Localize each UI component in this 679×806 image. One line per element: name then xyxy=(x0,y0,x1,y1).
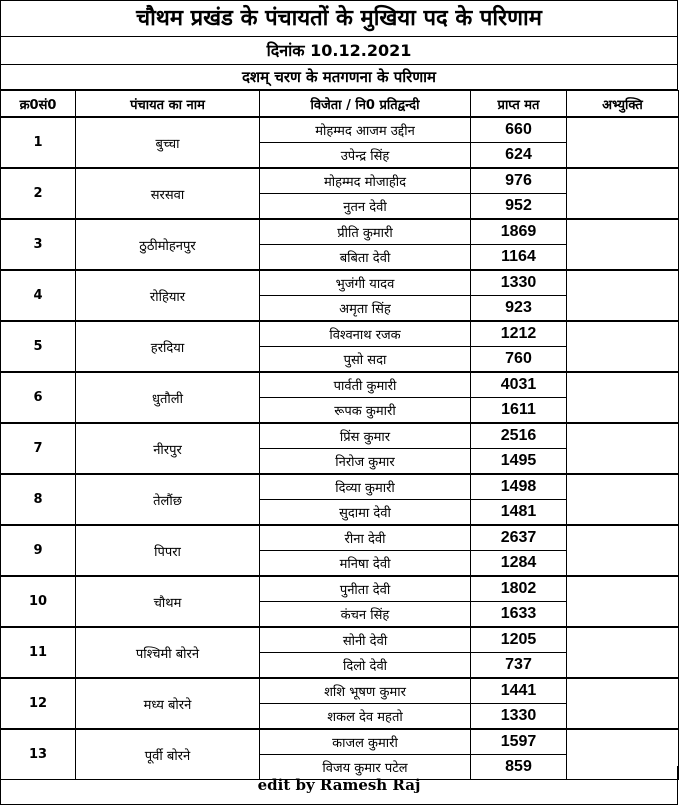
winner-name-cell: रीना देवी xyxy=(260,525,471,551)
remarks-cell xyxy=(567,168,679,219)
winner-votes-cell: 660 xyxy=(471,117,567,143)
winner-name-cell: भुजंगी यादव xyxy=(260,270,471,296)
runner-up-votes-cell: 952 xyxy=(471,194,567,220)
runner-up-votes-cell: 923 xyxy=(471,296,567,322)
table-row xyxy=(1,168,679,194)
runner-up-votes-cell: 1633 xyxy=(471,602,567,628)
runner-up-votes-cell: 1481 xyxy=(471,500,567,526)
remarks-cell xyxy=(567,372,679,423)
table-row xyxy=(1,321,679,347)
runner-up-name-cell: दिलो देवी xyxy=(260,653,471,679)
footer-credit: edit by Ramesh Raj xyxy=(0,766,678,805)
winner-name-cell: मोहम्मद मोजाहीद xyxy=(260,168,471,194)
winner-name-cell: मोहम्मद आजम उद्दीन xyxy=(260,117,471,143)
panchayat-name-cell: नीरपुर xyxy=(76,423,260,474)
page-title: चौथम प्रखंड के पंचायतों के मुखिया पद के परिणाम xyxy=(0,0,678,36)
panchayat-name-cell: पिपरा xyxy=(76,525,260,576)
winner-name-cell: विश्वनाथ रजक xyxy=(260,321,471,347)
header-serial: क्र0सं0 xyxy=(1,91,76,118)
table-row xyxy=(1,219,679,245)
runner-up-name-cell: निरोज कुमार xyxy=(260,449,471,475)
winner-name-cell: प्रिंस कुमार xyxy=(260,423,471,449)
winner-votes-cell: 1597 xyxy=(471,729,567,755)
serial-cell: 9 xyxy=(1,525,76,576)
runner-up-votes-cell: 737 xyxy=(471,653,567,679)
header-remarks: अभ्युक्ति xyxy=(567,91,679,118)
table-row xyxy=(1,627,679,653)
header-votes: प्राप्त मत xyxy=(471,91,567,118)
header-row xyxy=(1,91,679,118)
runner-up-name-cell: नुतन देवी xyxy=(260,194,471,220)
winner-name-cell: पुनीता देवी xyxy=(260,576,471,602)
runner-up-votes-cell: 624 xyxy=(471,143,567,169)
winner-name-cell: प्रीति कुमारी xyxy=(260,219,471,245)
winner-votes-cell: 2516 xyxy=(471,423,567,449)
panchayat-name-cell: धुतौली xyxy=(76,372,260,423)
remarks-cell xyxy=(567,423,679,474)
table-row xyxy=(1,729,679,755)
panchayat-name-cell: हरदिया xyxy=(76,321,260,372)
date-line: दिनांक 10.12.2021 xyxy=(0,36,678,64)
runner-up-name-cell: कंचन सिंह xyxy=(260,602,471,628)
serial-cell: 4 xyxy=(1,270,76,321)
table-row xyxy=(1,423,679,449)
runner-up-votes-cell: 1611 xyxy=(471,398,567,424)
winner-name-cell: काजल कुमारी xyxy=(260,729,471,755)
winner-votes-cell: 1205 xyxy=(471,627,567,653)
remarks-cell xyxy=(567,678,679,729)
runner-up-name-cell: अमृता सिंह xyxy=(260,296,471,322)
runner-up-name-cell: सुदामा देवी xyxy=(260,500,471,526)
winner-votes-cell: 976 xyxy=(471,168,567,194)
serial-cell: 12 xyxy=(1,678,76,729)
serial-cell: 5 xyxy=(1,321,76,372)
winner-votes-cell: 1802 xyxy=(471,576,567,602)
winner-name-cell: दिव्या कुमारी xyxy=(260,474,471,500)
header-candidate: विजेता / नि0 प्रतिद्वन्दी xyxy=(260,91,471,118)
runner-up-name-cell: पुसो सदा xyxy=(260,347,471,373)
table-row xyxy=(1,372,679,398)
header-panchayat: पंचायत का नाम xyxy=(76,91,260,118)
runner-up-name-cell: उपेन्द्र सिंह xyxy=(260,143,471,169)
winner-votes-cell: 1330 xyxy=(471,270,567,296)
runner-up-name-cell: रूपक कुमारी xyxy=(260,398,471,424)
serial-cell: 1 xyxy=(1,117,76,168)
winner-name-cell: सोनी देवी xyxy=(260,627,471,653)
winner-votes-cell: 1869 xyxy=(471,219,567,245)
runner-up-votes-cell: 1495 xyxy=(471,449,567,475)
table-row xyxy=(1,474,679,500)
remarks-cell xyxy=(567,117,679,168)
serial-cell: 10 xyxy=(1,576,76,627)
panchayat-name-cell: पूर्वी बोरने xyxy=(76,729,260,780)
table-row xyxy=(1,270,679,296)
results-table xyxy=(0,90,679,780)
table-row xyxy=(1,117,679,143)
winner-votes-cell: 2637 xyxy=(471,525,567,551)
runner-up-name-cell: मनिषा देवी xyxy=(260,551,471,577)
serial-cell: 13 xyxy=(1,729,76,780)
panchayat-name-cell: पश्चिमी बोरने xyxy=(76,627,260,678)
panchayat-name-cell: तेलौंछ xyxy=(76,474,260,525)
runner-up-votes-cell: 1330 xyxy=(471,704,567,730)
panchayat-name-cell: ठुठीमोहनपुर xyxy=(76,219,260,270)
panchayat-name-cell: सरसवा xyxy=(76,168,260,219)
winner-votes-cell: 1498 xyxy=(471,474,567,500)
serial-cell: 8 xyxy=(1,474,76,525)
runner-up-votes-cell: 859 xyxy=(471,755,567,780)
remarks-cell xyxy=(567,576,679,627)
runner-up-name-cell: शकल देव महतो xyxy=(260,704,471,730)
panchayat-name-cell: बुच्चा xyxy=(76,117,260,168)
winner-name-cell: शशि भूषण कुमार xyxy=(260,678,471,704)
winner-name-cell: पार्वती कुमारी xyxy=(260,372,471,398)
winner-votes-cell: 1441 xyxy=(471,678,567,704)
panchayat-name-cell: चौथम xyxy=(76,576,260,627)
remarks-cell xyxy=(567,627,679,678)
remarks-cell xyxy=(567,219,679,270)
table-row xyxy=(1,678,679,704)
table-row xyxy=(1,576,679,602)
remarks-cell xyxy=(567,270,679,321)
serial-cell: 6 xyxy=(1,372,76,423)
results-body xyxy=(1,117,679,780)
serial-cell: 7 xyxy=(1,423,76,474)
winner-votes-cell: 4031 xyxy=(471,372,567,398)
phase-subtitle: दशम् चरण के मतगणना के परिणाम xyxy=(0,64,678,90)
runner-up-votes-cell: 1164 xyxy=(471,245,567,271)
panchayat-name-cell: रोहियार xyxy=(76,270,260,321)
table-row xyxy=(1,525,679,551)
runner-up-votes-cell: 1284 xyxy=(471,551,567,577)
runner-up-name-cell: विजय कुमार पटेल xyxy=(260,755,471,780)
runner-up-name-cell: बबिता देवी xyxy=(260,245,471,271)
winner-votes-cell: 1212 xyxy=(471,321,567,347)
runner-up-votes-cell: 760 xyxy=(471,347,567,373)
serial-cell: 3 xyxy=(1,219,76,270)
serial-cell: 2 xyxy=(1,168,76,219)
remarks-cell xyxy=(567,525,679,576)
panchayat-name-cell: मध्य बोरने xyxy=(76,678,260,729)
remarks-cell xyxy=(567,474,679,525)
serial-cell: 11 xyxy=(1,627,76,678)
remarks-cell xyxy=(567,321,679,372)
